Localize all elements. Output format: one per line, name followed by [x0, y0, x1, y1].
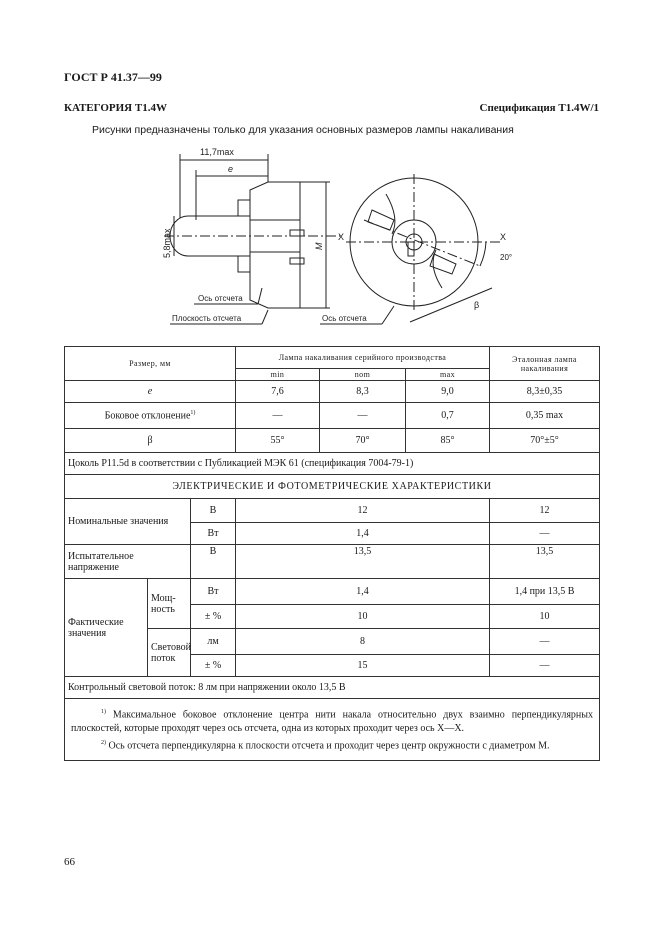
row-beta-max: 85° [406, 429, 490, 453]
row-beta-nom: 70° [320, 429, 406, 453]
flux-lm: 8 [236, 629, 490, 655]
figure-note: Рисунки предназначены только для указания основных размеров лампы накаливания [92, 124, 514, 136]
footnote2-mark: 2) [101, 740, 106, 747]
flux-pct-std: — [490, 655, 600, 677]
x-right-label: X [500, 232, 507, 242]
beta-label: β [474, 300, 480, 310]
col-max: max [406, 369, 490, 381]
category-title: КАТЕГОРИЯ T1.4W [64, 102, 167, 114]
row-beta-label: β [65, 429, 236, 453]
nominal-label: Номинальные значения [65, 499, 191, 545]
footnote1-mark: 1) [101, 709, 106, 715]
row-e-std: 8,3±0,35 [490, 381, 600, 403]
flux-label: Световой поток [148, 629, 191, 677]
row-deviation-min: — [236, 403, 320, 429]
x-left-label: X [338, 232, 345, 242]
footnote2: Ось отсчета перпендикулярна к плоскости отсчета и проходит через центр окружности с диаметром M. [108, 740, 550, 752]
footnotes [65, 699, 600, 761]
col-nom: nom [320, 369, 406, 381]
dim-diameter: 5,8max [162, 228, 172, 258]
specification-title: Спецификация T1.4W/1 [479, 102, 599, 114]
flux-pct: 15 [236, 655, 490, 677]
test-v: 13,5 [236, 545, 490, 579]
dim-e: e [228, 164, 234, 174]
actual-label: Фактические значения [65, 579, 148, 677]
standard-number: ГОСТ Р 41.37—99 [64, 70, 162, 84]
row-deviation-max: 0,7 [406, 403, 490, 429]
flux-lm-std: — [490, 629, 600, 655]
footnote1: Максимальное боковое отклонение центра нити накала относительно двух взаимно перпендикулярных плоскостей, которые проходят через ось отсчета, одна из которых проходит через ось X—X. [71, 709, 594, 735]
serial-header: Лампа накаливания серийного производства [236, 347, 490, 369]
size-header: Размер, мм [65, 347, 236, 381]
power-unit-w: Вт [191, 579, 236, 605]
nominal-v: 12 [236, 499, 490, 523]
col-min: min [236, 369, 320, 381]
power-label: Мощ-ность [148, 579, 191, 629]
row-beta-std: 70°±5° [490, 429, 600, 453]
section-title: ЭЛЕКТРИЧЕСКИЕ И ФОТОМЕТРИЧЕСКИЕ ХАРАКТЕРИСТИКИ [65, 475, 600, 499]
row-beta-min: 55° [236, 429, 320, 453]
dim-m: M [314, 242, 324, 250]
row-e-min: 7,6 [236, 381, 320, 403]
test-v-std: 13,5 [490, 545, 600, 579]
label-plane: Плоскость отсчета [172, 314, 242, 323]
row-deviation-sup: 1) [190, 409, 196, 416]
test-label: Испытательное напряжение [65, 545, 191, 579]
row-e-nom: 8,3 [320, 381, 406, 403]
row-e-max: 9,0 [406, 381, 490, 403]
label-axis-front: Ось отсчета [322, 314, 367, 323]
nominal-unit-w: Вт [191, 523, 236, 545]
test-unit-v: В [191, 545, 236, 579]
lamp-drawing [150, 138, 530, 338]
standard-header: Эталонная лампа накаливания [490, 347, 600, 381]
row-deviation-label: Боковое отклонение [104, 410, 191, 422]
power-w: 1,4 [236, 579, 490, 605]
control-note: Контрольный световой поток: 8 лм при напряжении около 13,5 В [65, 677, 600, 699]
label-axis-side: Ось отсчета [198, 294, 243, 303]
power-w-std: 1,4 при 13,5 В [490, 579, 600, 605]
page-number: 66 [64, 856, 75, 868]
spec-table [64, 346, 600, 761]
row-deviation-std: 0,35 max [490, 403, 600, 429]
nominal-unit-v: В [191, 499, 236, 523]
nominal-v-std: 12 [490, 499, 600, 523]
angle-label: 20° [500, 253, 513, 262]
dim-width: 11,7max [200, 147, 234, 157]
nominal-w-std: — [490, 523, 600, 545]
power-pct: 10 [236, 605, 490, 629]
power-pct-std: 10 [490, 605, 600, 629]
power-unit-pct: ± % [191, 605, 236, 629]
base-note: Цоколь P11.5d в соответствии с Публикацией МЭК 61 (спецификация 7004-79-1) [65, 453, 600, 475]
flux-unit-pct: ± % [191, 655, 236, 677]
row-deviation-nom: — [320, 403, 406, 429]
row-e-label: e [65, 381, 236, 403]
flux-unit-lm: лм [191, 629, 236, 655]
nominal-w: 1,4 [236, 523, 490, 545]
